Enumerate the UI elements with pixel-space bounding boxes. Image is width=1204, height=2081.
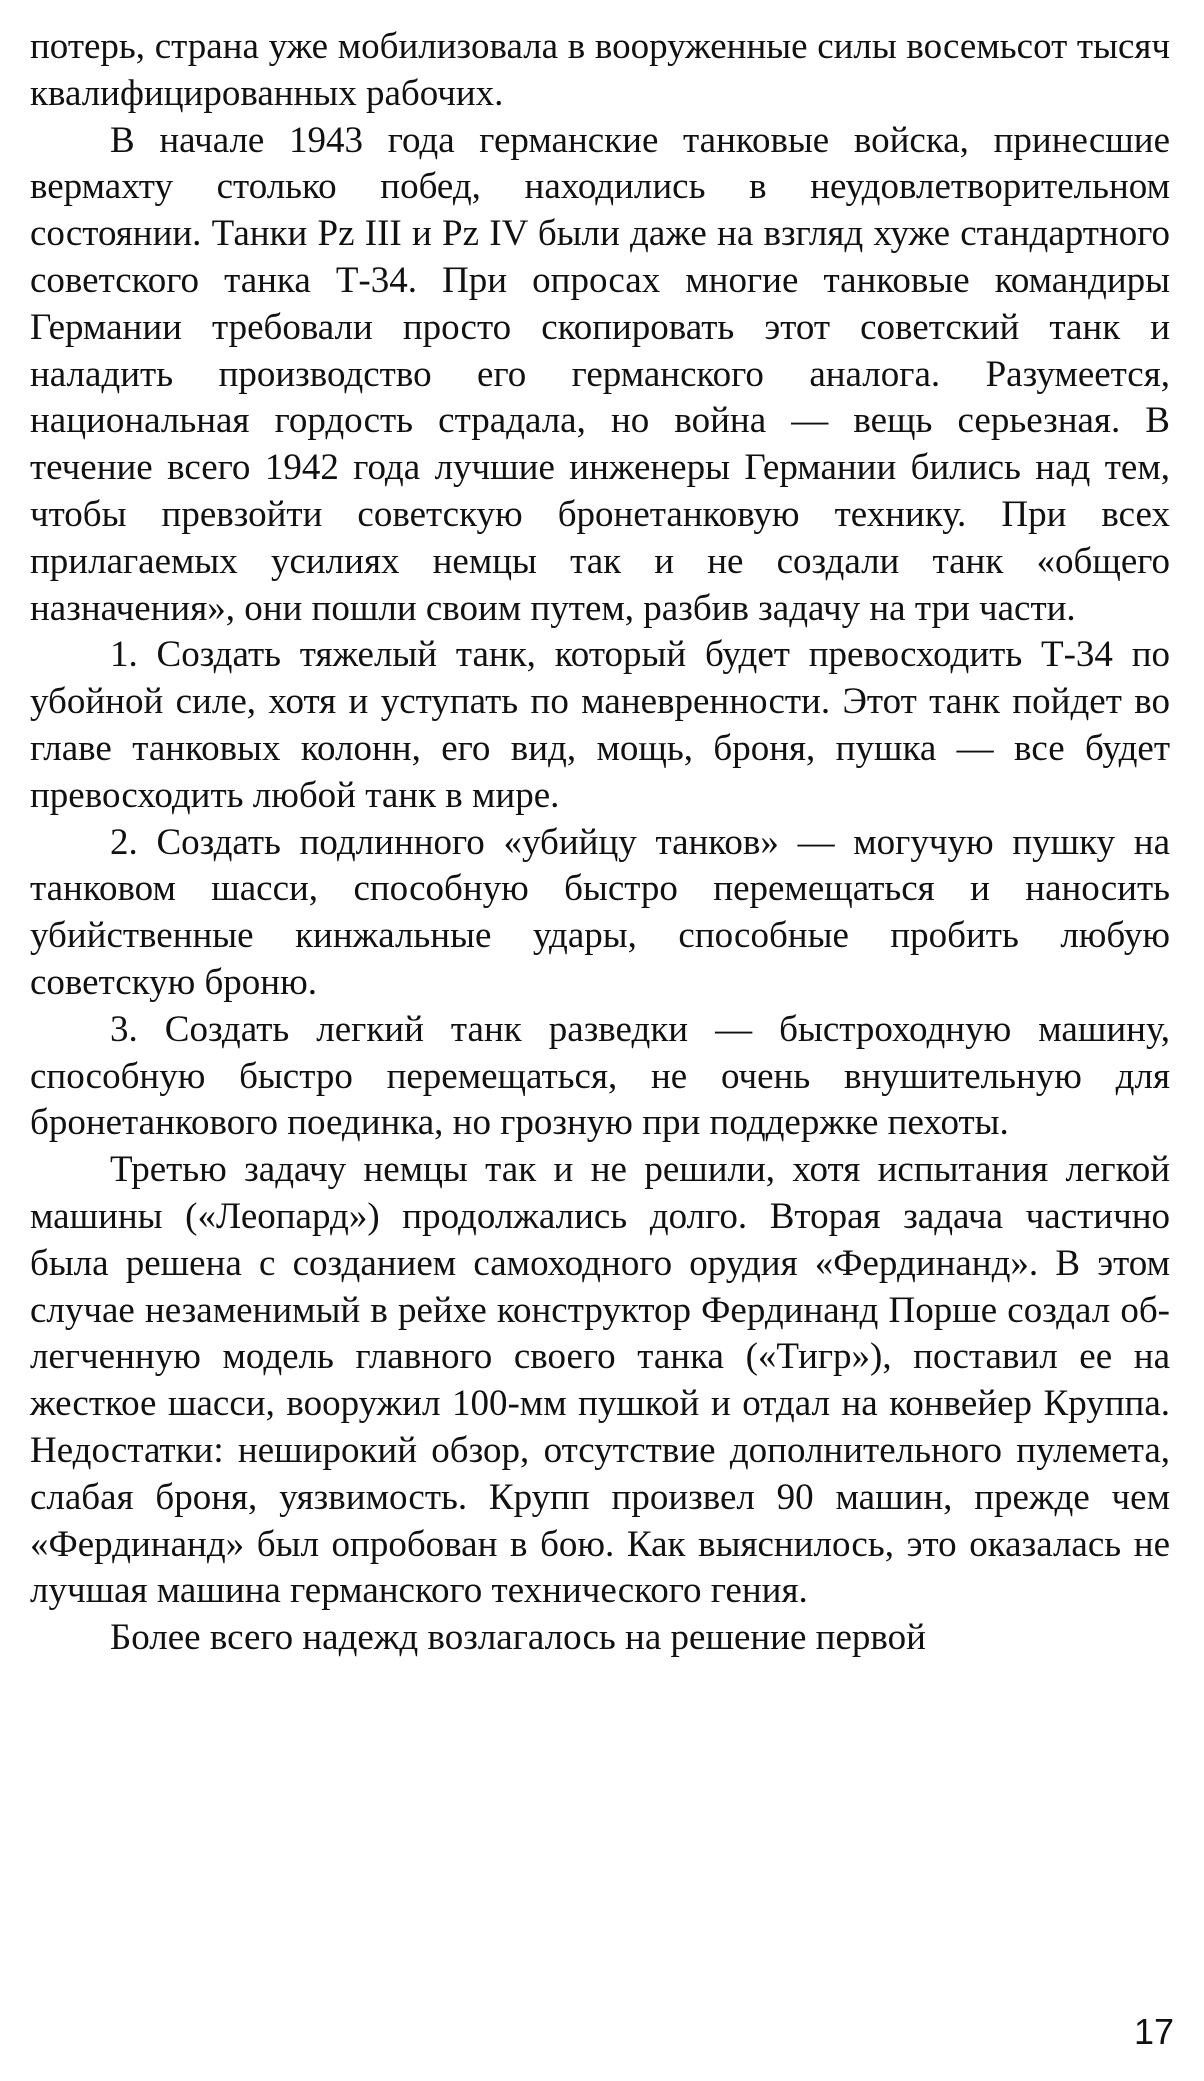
- page-number: 17: [1133, 2011, 1174, 2052]
- paragraph-2: В начале 1943 года германские танковые войска, принесшие вермахту столько побед, находились в неудовлетворительном состоянии. Танки Pz III и Pz IV были даже на взгляд хуже стандартного советского танка Т-34. При опросах многие танковые командиры Германии требовали просто скопировать этот советский танк и наладить производство его германского аналога. Разумеется, национальная гордость страдала, но война — вещь серьезная. В течение всего 1942 года лучшие инженеры Германии бились над тем, чтобы превзойти советскую бронетанковую технику. При всех прилагаемых усилиях немцы так и не создали танк «общего назначения», они пошли своим путем, разбив задачу на три части.: [30, 119, 1170, 629]
- paragraph-1-continuation: потерь, страна уже мобилизовала в вооруженные силы восемьсот тысяч квалифицированных рабочих.: [30, 26, 1170, 114]
- paragraph-3-item-1: 1. Создать тяжелый танк, который будет превосходить Т-34 по убойной силе, хотя и уступать по маневренности. Этот танк пойдет во главе танковых колонн, его вид, мощь, броня, пушка — все будет превосходить любой танк в мире.: [30, 634, 1170, 816]
- paragraph-6: Третью задачу немцы так и не решили, хотя испытания легкой машины («Леопард») продолжались долго. Вторая задача частично была решена с созданием самоходного орудия «Фердинанд». В этом случае незаменимый в рейхе конструктор Фердинанд Порше создал облегченную модель главного своего танка («Тигр»), поставил ее на жесткое шасси, вооружил 100-мм пушкой и отдал на конвейер Круппа. Недостатки: неширокий обзор, отсутствие дополнительного пулемета, слабая броня, уязвимость. Крупп произвел 90 машин, прежде чем «Фердинанд» был опробован в бою. Как выяснилось, это оказалась не лучшая машина германского технического гения.: [30, 1149, 1170, 1612]
- page-text-body: [30, 24, 1170, 1662]
- paragraph-5-item-3: 3. Создать легкий танк разведки — быстроходную машину, способную быстро перемещаться, не очень внушительную для бронетанкового поединка, но грозную при поддержке пехоты.: [30, 1008, 1170, 1144]
- paragraph-7-start: Более всего надежд возлагалось на решение первой: [110, 1617, 926, 1659]
- paragraph-4-item-2: 2. Создать подлинного «убийцу танков» — могучую пушку на танковом шасси, способную быстро перемещаться и наносить убийственные кинжальные удары, способные пробить любую советскую броню.: [30, 821, 1170, 1003]
